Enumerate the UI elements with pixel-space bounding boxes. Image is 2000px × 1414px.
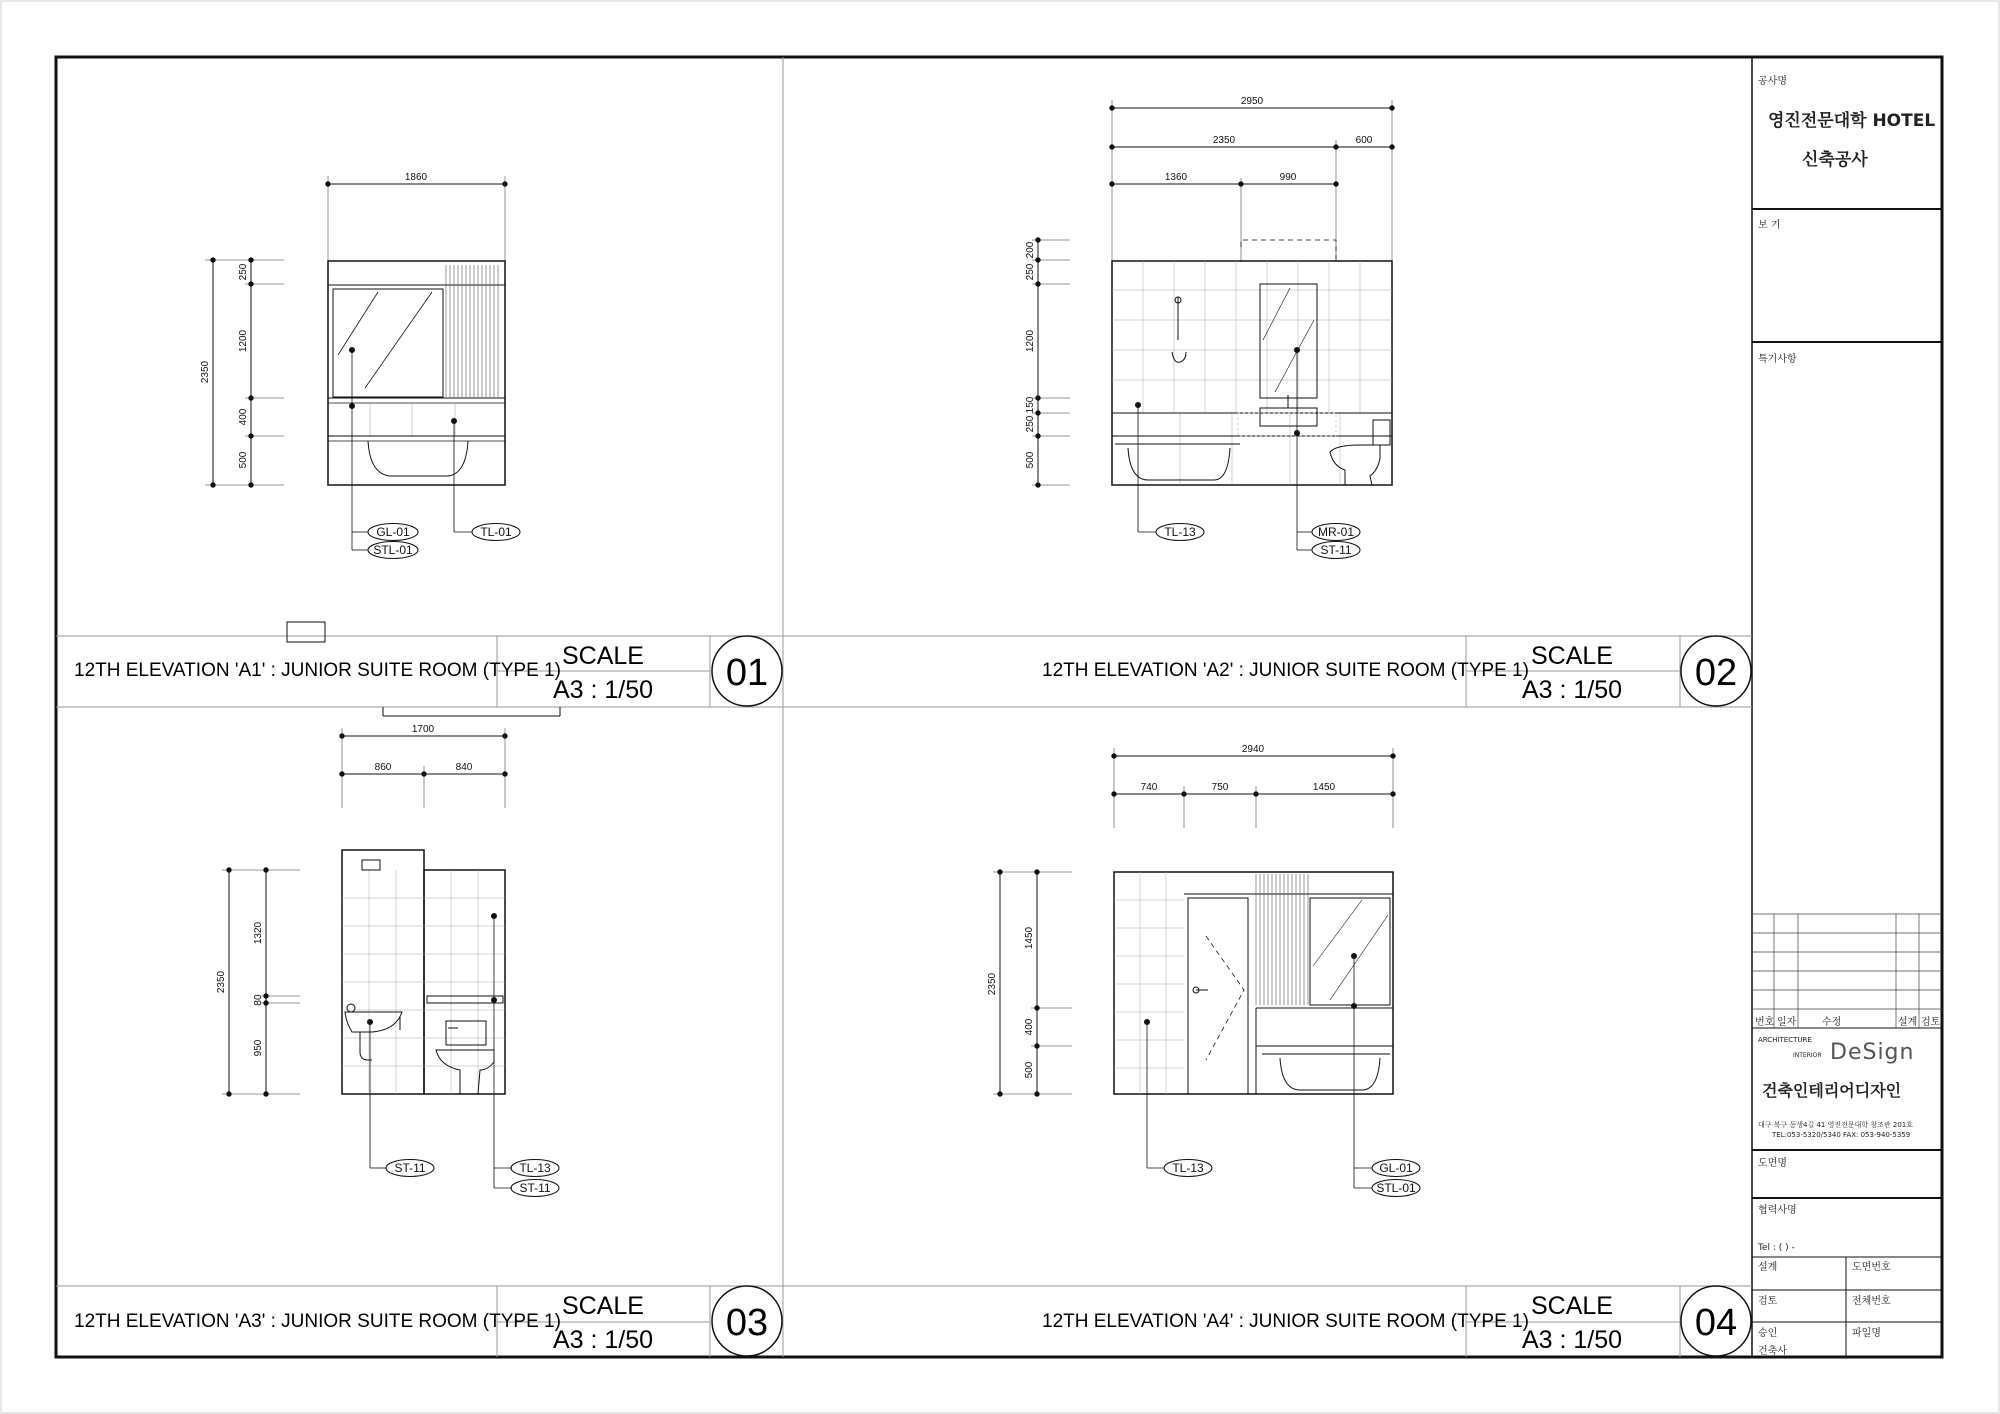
panel-number: 04 — [1694, 1302, 1738, 1344]
material-tag: TL-13 — [519, 1161, 551, 1175]
elevation-04 — [987, 744, 1420, 1197]
panel-number: 03 — [725, 1302, 769, 1344]
title-strip-02 — [783, 636, 1752, 707]
panel-title: 12TH ELEVATION 'A1' : JUNIOR SUITE ROOM (TYPE 1) — [74, 660, 561, 681]
dim-label: 2940 — [1241, 744, 1265, 755]
dim-label: 750 — [1211, 782, 1229, 793]
scale-label: SCALE — [562, 642, 644, 670]
company-tel-fax: TEL:053-5320/5340 FAX: 053-940-5359 — [1772, 1131, 1911, 1139]
dim-label: 950 — [253, 1039, 264, 1057]
scale-value: A3 : 1/50 — [552, 676, 654, 704]
material-tag: TL-13 — [1164, 525, 1196, 539]
material-tag: STL-01 — [1376, 1181, 1416, 1195]
rev-header-design: 설계 — [1898, 1017, 1918, 1028]
drawing-name-label: 도면명 — [1758, 1158, 1787, 1169]
material-tag: GL-01 — [376, 525, 410, 539]
dim-label: 2350 — [200, 360, 211, 384]
dim-label: 1200 — [1025, 329, 1036, 353]
elevation-01 — [200, 172, 520, 559]
dim-label: 250 — [238, 263, 249, 281]
dim-label: 1700 — [411, 724, 435, 735]
dim-label: 500 — [238, 451, 249, 469]
scale-label: SCALE — [1531, 1292, 1613, 1320]
panel-number: 02 — [1694, 652, 1738, 694]
dim-label: 1860 — [404, 172, 428, 183]
project-name-2: 신축공사 — [1802, 150, 1868, 170]
notes-label: 특기사항 — [1758, 354, 1797, 365]
scale-label: SCALE — [1531, 642, 1613, 670]
dim-label: 990 — [1279, 172, 1297, 183]
scale-value: A3 : 1/50 — [552, 1326, 654, 1354]
material-tag: TL-01 — [480, 525, 512, 539]
dim-label: 740 — [1140, 782, 1158, 793]
rev-header-date: 일자 — [1777, 1017, 1797, 1028]
design-label: 설계 — [1758, 1262, 1778, 1273]
dim-label: 860 — [374, 762, 392, 773]
approve-label: 승인 — [1758, 1328, 1778, 1339]
contact-tel: Tel : ( ) - — [1758, 1243, 1795, 1253]
dim-label: 250 — [1025, 263, 1036, 281]
total-no-label: 전체번호 — [1852, 1296, 1891, 1307]
material-tag: ST-11 — [519, 1181, 551, 1195]
dim-label: 2350 — [987, 972, 998, 996]
material-tag: MR-01 — [1317, 525, 1355, 539]
company-logo: DeSign — [1830, 1040, 1915, 1065]
scale-value: A3 : 1/50 — [1521, 676, 1623, 704]
dim-label: 400 — [238, 408, 249, 426]
elevation-02 — [1025, 96, 1394, 559]
dim-label: 500 — [1025, 451, 1036, 469]
rev-header-review: 검토 — [1921, 1017, 1941, 1028]
dim-label: 400 — [1024, 1018, 1035, 1036]
dim-label: 600 — [1355, 135, 1373, 146]
dim-label: 200 — [1025, 241, 1036, 259]
dim-label: 80 — [253, 994, 264, 1006]
dim-label: 2350 — [216, 970, 227, 994]
scale-value: A3 : 1/50 — [1521, 1326, 1623, 1354]
dim-label: 500 — [1024, 1061, 1035, 1079]
title-block — [1752, 209, 1942, 1357]
file-label: 파일명 — [1852, 1328, 1881, 1339]
scale-label: SCALE — [562, 1292, 644, 1320]
dim-label: 1200 — [238, 329, 249, 353]
contact-label: 협력사명 — [1758, 1205, 1797, 1216]
material-tag: ST-11 — [1320, 543, 1352, 557]
dim-label: 150 — [1025, 396, 1036, 414]
rev-header-no: 번호 — [1755, 1017, 1775, 1028]
view-label: 보 기 — [1758, 220, 1781, 231]
material-tag: TL-13 — [1172, 1161, 1204, 1175]
rev-header-edit: 수정 — [1822, 1017, 1842, 1028]
dim-label: 2950 — [1240, 96, 1264, 107]
dim-label: 1450 — [1024, 926, 1035, 950]
dim-label: 2350 — [1212, 135, 1236, 146]
elevation-03 — [216, 724, 559, 1197]
review-label: 검토 — [1758, 1296, 1778, 1307]
dim-label: 1360 — [1164, 172, 1188, 183]
panel-title: 12TH ELEVATION 'A2' : JUNIOR SUITE ROOM (TYPE 1) — [1042, 660, 1529, 681]
title-strip-04 — [783, 1286, 1752, 1357]
material-tag: STL-01 — [373, 543, 413, 557]
material-tag: ST-11 — [394, 1161, 426, 1175]
company-name: 건축인테리어디자인 — [1762, 1081, 1902, 1100]
company-sub: INTERIOR — [1793, 1052, 1822, 1059]
panel-number: 01 — [725, 652, 769, 694]
architect-label: 건축사 — [1758, 1346, 1787, 1357]
title-strip-01 — [56, 636, 783, 707]
project-label: 공사명 — [1758, 76, 1787, 87]
title-strip-03 — [56, 1286, 783, 1357]
dim-label: 840 — [455, 762, 473, 773]
dim-label: 1450 — [1312, 782, 1336, 793]
panel-title: 12TH ELEVATION 'A3' : JUNIOR SUITE ROOM (TYPE 1) — [74, 1311, 561, 1332]
company-top: ARCHITECTURE — [1758, 1036, 1812, 1044]
project-name-1: 영진전문대학 HOTEL — [1768, 111, 1936, 131]
dim-label: 1320 — [253, 921, 264, 945]
dim-label: 250 — [1025, 415, 1036, 433]
panel-title: 12TH ELEVATION 'A4' : JUNIOR SUITE ROOM (TYPE 1) — [1042, 1311, 1529, 1332]
drawing-no-label: 도면번호 — [1852, 1262, 1891, 1273]
company-address: 대구 북구 동생4길 41 영진전문대학 창조관 201호 — [1758, 1121, 1914, 1129]
material-tag: GL-01 — [1379, 1161, 1413, 1175]
